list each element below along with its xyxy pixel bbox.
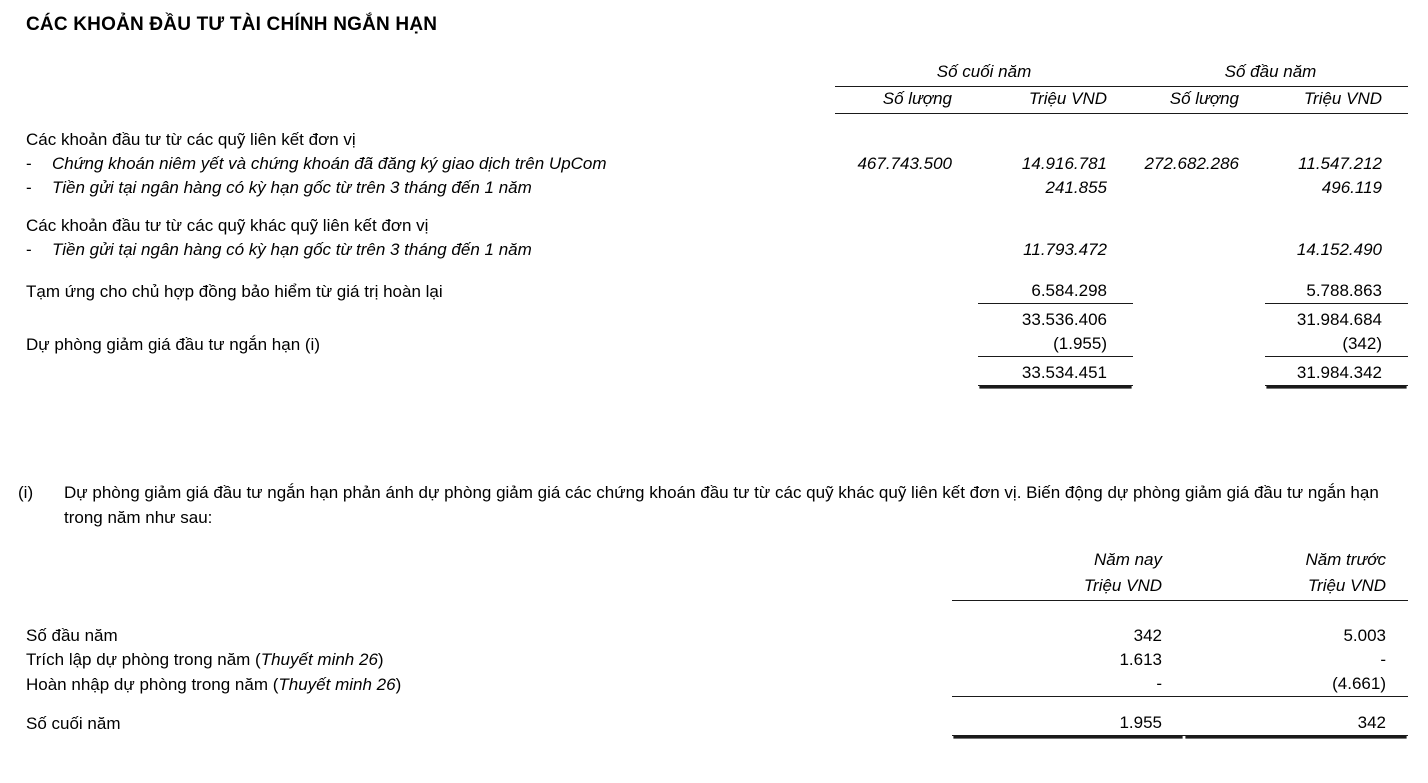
spacer-row: [26, 262, 1408, 276]
table-column-header-row: [26, 87, 1408, 114]
empty-cell: [835, 361, 978, 386]
cell-current: 1.613: [1119, 650, 1162, 669]
empty-cell: [1265, 128, 1408, 152]
row-label-text: Trích lập dự phòng trong năm (: [26, 650, 261, 669]
spacer-row: [26, 697, 1408, 712]
section-heading-row: [26, 128, 1408, 152]
spacer-cell: [26, 114, 1408, 129]
cell-qty-previous: [1133, 238, 1265, 262]
column-header-value-current: Triệu VND: [978, 87, 1133, 114]
empty-cell: [1133, 308, 1265, 332]
row-label: [26, 648, 952, 672]
spacer-row: [26, 615, 1408, 624]
column-header-value-previous: Triệu VND: [1265, 87, 1408, 114]
provision-value-previous: (342): [1265, 332, 1408, 357]
column-header-previous-year: Năm trước: [1305, 550, 1386, 569]
row-label: [26, 176, 835, 200]
empty-cell: [1133, 332, 1265, 357]
spacer-cell: [26, 87, 835, 114]
advance-value-previous: 5.788.863: [1265, 276, 1408, 304]
closing-balance-label: Số cuối năm: [26, 713, 121, 733]
table-row: [26, 624, 1408, 648]
column-header-current-unit: Triệu VND: [952, 574, 1184, 601]
column-header-current-year: Năm nay: [1093, 550, 1162, 569]
empty-cell: [1133, 276, 1265, 304]
table-row: [26, 238, 1408, 262]
table-two-unit-header-row: [26, 574, 1408, 601]
subtotal-value-current: 33.536.406: [1021, 310, 1107, 329]
row-label-text: Tiền gửi tại ngân hàng có kỳ hạn gốc từ trên 3 tháng đến 1 năm: [52, 178, 532, 197]
empty-cell: [835, 308, 978, 332]
provision-movement-table: [26, 548, 1408, 736]
row-label-text: Chứng khoán niêm yết và chứng khoán đã đăng ký giao dịch trên UpCom: [52, 154, 607, 173]
table-row: [26, 152, 1408, 176]
group-header-previous: Số đầu năm: [1133, 60, 1408, 87]
row-label-text: Hoàn nhập dự phòng trong năm (: [26, 674, 279, 694]
cell-qty-previous: 272.682.286: [1144, 154, 1239, 173]
column-header-qty-previous: Số lượng: [1133, 87, 1265, 114]
total-value-current: 33.534.451: [978, 361, 1133, 386]
cell-value-current: 14.916.781: [1021, 154, 1107, 173]
table-row-total: [26, 711, 1408, 736]
empty-cell: [978, 214, 1133, 238]
footnote-i: [18, 480, 1410, 530]
bullet-marker: -: [26, 178, 32, 197]
cell-qty-current: [835, 176, 978, 200]
empty-cell: [1133, 214, 1265, 238]
group-header-current: Số cuối năm: [835, 60, 1133, 87]
total-value-previous: 31.984.342: [1265, 361, 1408, 386]
cell-value-previous: 14.152.490: [1296, 240, 1382, 259]
table-row: [26, 672, 1408, 697]
row-label: [26, 672, 952, 697]
total-row-label: [26, 361, 835, 386]
footnote-text: Dự phòng giảm giá đầu tư ngắn hạn phản ánh dự phòng giảm giá các chứng khoán đầu tư từ các quỹ khác quỹ liên kết đơn vị. Biến động dự phòng giảm giá đầu tư ngắn hạn trong năm như sau:: [64, 483, 1379, 527]
bullet-marker: -: [26, 154, 32, 173]
closing-balance-previous: 342: [1184, 711, 1408, 736]
advance-value-current: 6.584.298: [978, 276, 1133, 304]
spacer-cell: [26, 601, 1408, 616]
column-header-qty-current: Số lượng: [835, 87, 978, 114]
footnote-marker: (i): [18, 483, 34, 502]
table-row-advance: [26, 276, 1408, 304]
empty-cell: [835, 214, 978, 238]
cell-value-current: 11.793.472: [1023, 240, 1107, 259]
spacer-cell: [26, 60, 835, 87]
empty-cell: [1133, 361, 1265, 386]
cell-current: -: [952, 672, 1184, 697]
empty-cell: [835, 128, 978, 152]
spacer-row: [26, 601, 1408, 616]
row-label-note: Thuyết minh 26: [260, 650, 378, 669]
cell-qty-current: [835, 238, 978, 262]
spacer-row: [26, 114, 1408, 129]
bullet-marker: -: [26, 240, 32, 259]
page-title: CÁC KHOẢN ĐẦU TƯ TÀI CHÍNH NGẮN HẠN: [26, 14, 438, 35]
spacer-cell: [26, 574, 952, 601]
row-label-tail: ): [395, 674, 402, 694]
table-row: [26, 176, 1408, 200]
cell-value-previous: 496.119: [1321, 178, 1382, 197]
table-row-total: [26, 361, 1408, 386]
row-label: [26, 238, 835, 262]
subtotal-row-label: [26, 308, 835, 332]
closing-balance-current: 1.955: [952, 711, 1184, 736]
empty-cell: [835, 332, 978, 357]
spacer-cell: [26, 262, 1408, 276]
spacer-cell: [26, 548, 952, 574]
short-term-investments-table: [26, 60, 1408, 386]
row-label-tail: ): [377, 650, 384, 669]
provision-value-current: (1.955): [978, 332, 1133, 357]
spacer-cell: [26, 615, 1408, 624]
empty-cell: [1265, 214, 1408, 238]
empty-cell: [978, 128, 1133, 152]
cell-previous: 5.003: [1343, 626, 1386, 645]
cell-previous: (4.661): [1184, 672, 1408, 697]
cell-previous: -: [1380, 650, 1386, 669]
spacer-row: [26, 200, 1408, 214]
subtotal-value-previous: 31.984.684: [1296, 310, 1382, 329]
table-row-provision: [26, 332, 1408, 357]
spacer-cell: [26, 697, 1408, 712]
column-header-previous-unit: Triệu VND: [1184, 574, 1408, 601]
row-label-text: Tiền gửi tại ngân hàng có kỳ hạn gốc từ trên 3 tháng đến 1 năm: [52, 240, 532, 259]
section-two-title: Các khoản đầu tư từ các quỹ khác quỹ liên kết đơn vị: [26, 216, 429, 235]
cell-value-current: 241.855: [1045, 178, 1107, 197]
table-group-header-row: [26, 60, 1408, 87]
cell-qty-current: 467.743.500: [857, 154, 952, 173]
empty-cell: [835, 276, 978, 304]
row-label: [26, 624, 952, 648]
section-heading-row: [26, 214, 1408, 238]
row-label-text: Số đầu năm: [26, 626, 118, 645]
table-two-year-header-row: [26, 548, 1408, 574]
spacer-cell: [26, 200, 1408, 214]
advance-row-label: Tạm ứng cho chủ hợp đồng bảo hiểm từ giá trị hoàn lại: [26, 281, 443, 301]
section-one-title: Các khoản đầu tư từ các quỹ liên kết đơn vị: [26, 130, 356, 149]
cell-value-previous: 11.547.212: [1298, 154, 1382, 173]
cell-qty-previous: [1133, 176, 1265, 200]
cell-current: 342: [1133, 626, 1162, 645]
table-row-subtotal: [26, 308, 1408, 332]
table-row: [26, 648, 1408, 672]
row-label-note: Thuyết minh 26: [278, 674, 396, 694]
row-label: [26, 152, 835, 176]
provision-row-label: Dự phòng giảm giá đầu tư ngắn hạn (i): [26, 334, 320, 354]
empty-cell: [1133, 128, 1265, 152]
